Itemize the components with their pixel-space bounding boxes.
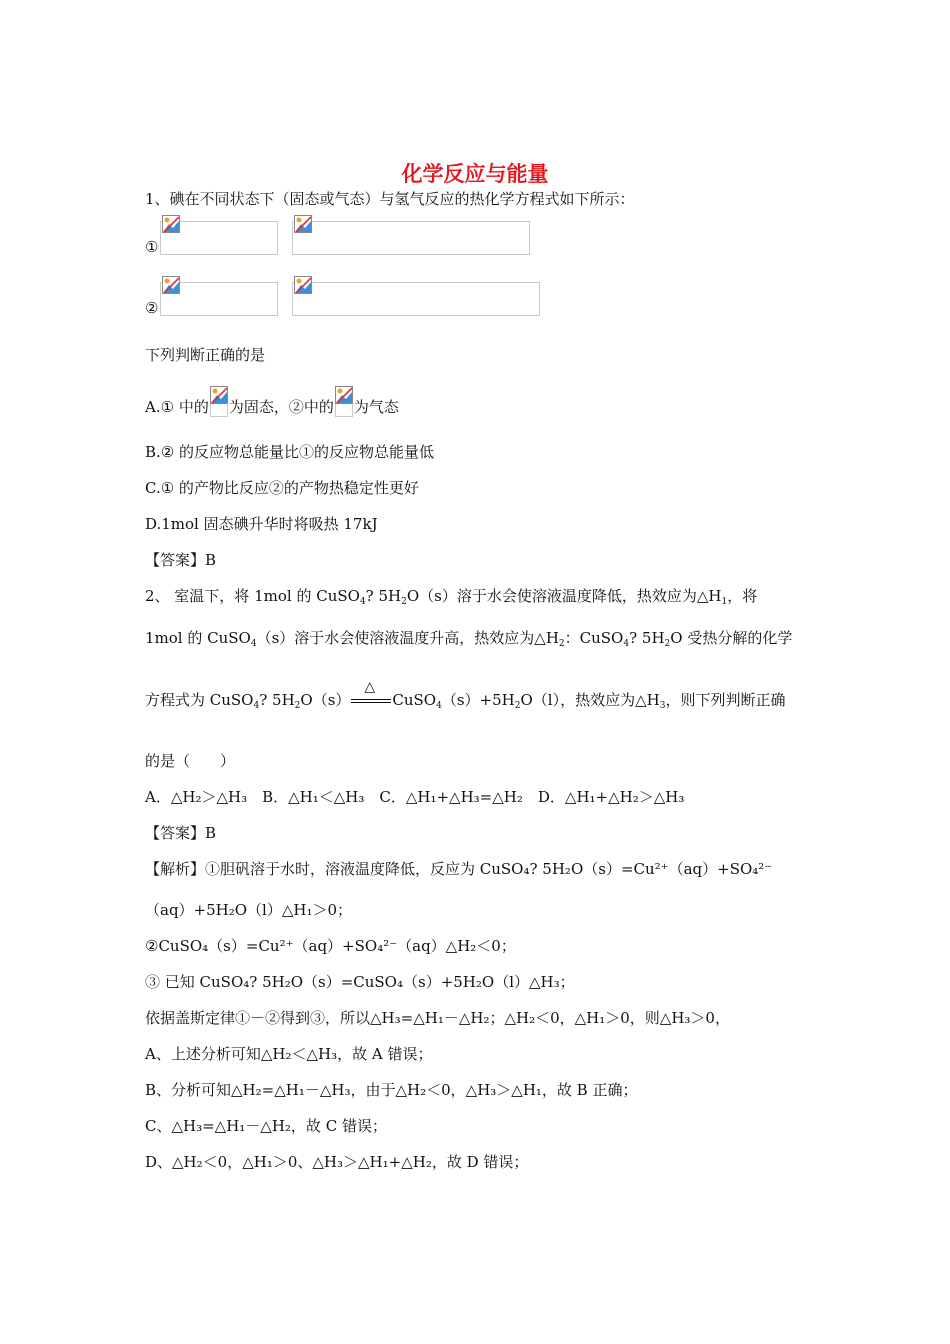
text: 方程式为 CuSO xyxy=(145,691,254,709)
text: O 受热分解的化学 xyxy=(670,629,793,647)
page-title: 化学反应与能量 xyxy=(401,162,549,186)
q2-analysis-2: （aq）+5H₂O（l）△H₁＞0； xyxy=(145,901,353,919)
q2-line-2 xyxy=(145,628,792,654)
q1-answer: 【答案】B xyxy=(145,551,217,569)
q1-prompt: 下列判断正确的是 xyxy=(145,346,266,364)
equation-2-marker: ② xyxy=(145,299,159,317)
q1-option-b: B.② 的反应物总能量比①的反应物总能量低 xyxy=(145,443,435,461)
q1-option-d: D.1mol 固态碘升华时将吸热 17kJ xyxy=(145,515,378,533)
text: ：CuSO xyxy=(564,629,624,647)
q1-option-a xyxy=(145,392,399,418)
iodine-image-placeholder xyxy=(334,392,354,418)
text: O（l），热效应为△H xyxy=(520,691,660,709)
text: O（s）溶于水会使溶液温度降低，热效应为△H xyxy=(406,587,722,605)
broken-image-icon xyxy=(162,215,180,233)
text: O（s） xyxy=(300,691,351,709)
subscript: 4 xyxy=(359,597,366,607)
q2-options: A．△H₂＞△H₃ B．△H₁＜△H₃ C．△H₁+△H₃=△H₂ D．△H₁+△H₂＞△H₃ xyxy=(145,788,685,806)
q2-analysis-9: D、△H₂＜0，△H₁＞0、△H₃＞△H₁+△H₂，故 D 错误； xyxy=(145,1153,529,1171)
subscript: 2 xyxy=(294,701,301,711)
option-a-part-2: 为固态，②中的 xyxy=(228,398,334,416)
subscript: 4 xyxy=(253,701,260,711)
text: （s）溶于水会使溶液温度升高，热效应为△H xyxy=(256,629,559,647)
subscript: 2 xyxy=(664,639,671,649)
equation-1-image-right xyxy=(292,221,530,255)
subscript: 1 xyxy=(721,597,728,607)
q1-option-c: C.① 的产物比反应②的产物热稳定性更好 xyxy=(145,479,419,497)
q2-line-1 xyxy=(145,586,757,612)
broken-image-icon xyxy=(162,276,180,294)
subscript: 4 xyxy=(436,701,442,711)
q1-stem: 1、碘在不同状态下（固态或气态）与氢气反应的热化学方程式如下所示： xyxy=(145,190,635,208)
text: （s）+5H xyxy=(441,691,515,709)
subscript: 3 xyxy=(659,701,666,711)
heating-condition-sign xyxy=(350,679,392,710)
q2-line-4: 的是（ ） xyxy=(145,752,236,770)
heat-triangle: △ xyxy=(364,679,376,695)
equation-1-marker: ① xyxy=(145,238,159,256)
text: ，将 xyxy=(727,587,758,605)
option-a-part-1: A.① 中的 xyxy=(145,398,209,416)
text: ? 5H xyxy=(629,629,665,647)
iodine-image-placeholder xyxy=(209,392,229,418)
subscript: 4 xyxy=(250,639,257,649)
q2-analysis-4: ③ 已知 CuSO₄? 5H₂O（s）=CuSO₄（s）+5H₂O（l）△H₃； xyxy=(145,973,575,991)
subscript: 2 xyxy=(401,597,407,607)
subscript: 2 xyxy=(558,639,565,649)
equation-1-image-left xyxy=(160,221,278,255)
subscript: 2 xyxy=(514,701,521,711)
q2-analysis-8: C、△H₃=△H₁－△H₂，故 C 错误； xyxy=(145,1117,387,1135)
text: CuSO xyxy=(392,691,437,709)
broken-image-icon xyxy=(294,215,312,233)
equation-2-image-right xyxy=(292,282,540,316)
subscript: 4 xyxy=(623,639,630,649)
broken-image-icon xyxy=(294,276,312,294)
text: ? 5H xyxy=(365,587,402,605)
q2-analysis-5: 依据盖斯定律①－②得到③，所以△H₃=△H₁－△H₂；△H₂＜0，△H₁＞0，则△H₃＞0， xyxy=(145,1009,730,1027)
q2-analysis-7: B、分析可知△H₂=△H₁－△H₃，由于△H₂＜0，△H₃＞△H₁，故 B 正确； xyxy=(145,1081,638,1099)
q2-analysis-6: A、上述分析可知△H₂＜△H₃，故 A 错误； xyxy=(145,1045,433,1063)
option-a-part-3: 为气态 xyxy=(353,398,399,416)
equation-2-image-left xyxy=(160,282,278,316)
q2-analysis-1: 【解析】①胆矾溶于水时，溶液温度降低，反应为 CuSO₄? 5H₂O（s）=Cu²⁺（aq）+SO₄²⁻ xyxy=(145,860,773,878)
text: ，则下列判断正确 xyxy=(665,691,786,709)
text: 2、 室温下，将 1mol 的 CuSO xyxy=(145,587,360,605)
text: ? 5H xyxy=(259,691,295,709)
q2-analysis-3: ②CuSO₄（s）=Cu²⁺（aq）+SO₄²⁻（aq）△H₂＜0； xyxy=(145,937,516,955)
q2-answer: 【答案】B xyxy=(145,824,217,842)
q2-line-3 xyxy=(145,679,786,716)
text: 1mol 的 CuSO xyxy=(145,629,251,647)
